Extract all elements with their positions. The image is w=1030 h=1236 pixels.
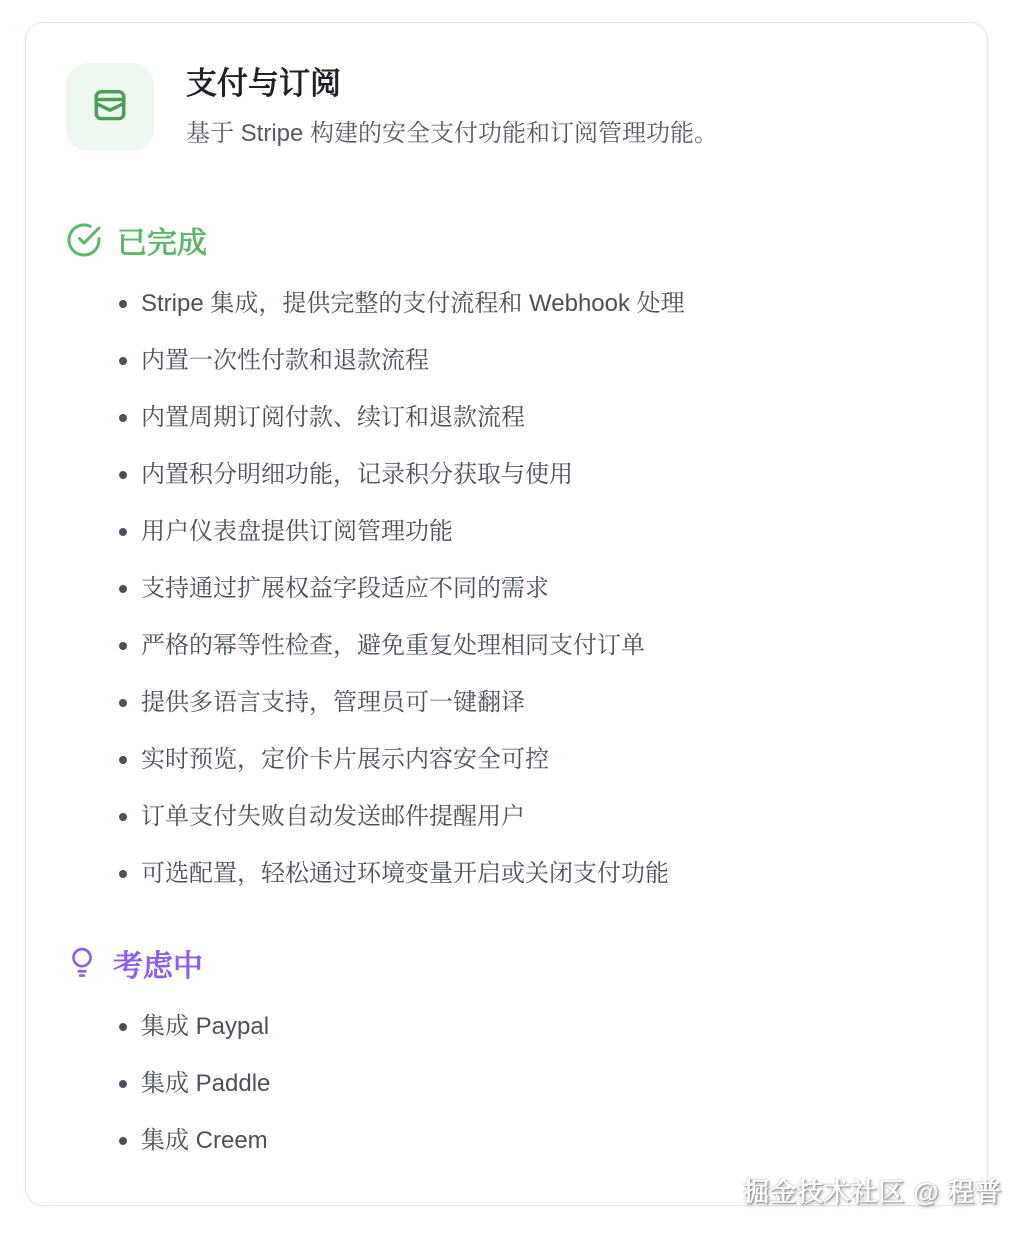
list-item-text: 集成 Paypal [141,1013,270,1040]
list-item [66,1010,947,1043]
page-subtitle: 基于 Stripe 构建的安全支付功能和订阅管理功能。 [186,120,719,148]
page-title: 支付与订阅 [186,66,341,101]
bullet-icon [119,1137,127,1145]
section-completed-header [66,221,947,259]
bullet-icon [119,414,127,422]
list-item-text: 可选配置，轻松通过环境变量开启或关闭支付功能 [141,860,669,887]
list-item [66,629,947,662]
list-item-text: 订单支付失败自动发送邮件提醒用户 [141,803,525,830]
bullet-icon [119,756,127,764]
completed-list [66,287,947,890]
list-item-text: 内置一次性付款和退款流程 [141,347,429,374]
list-item [66,344,947,377]
list-item [66,1067,947,1100]
bullet-icon [119,1080,127,1088]
considering-list [66,1010,947,1157]
list-item-text: 用户仪表盘提供订阅管理功能 [141,518,453,545]
section-completed-label: 已完成 [117,227,207,260]
bullet-icon [119,642,127,650]
list-item [66,857,947,890]
list-item [66,287,947,320]
list-item [66,800,947,833]
list-item [66,401,947,434]
list-item-text: 实时预览，定价卡片展示内容安全可控 [141,746,549,773]
list-item-text: 集成 Paddle [141,1070,271,1097]
list-item [66,515,947,548]
bullet-icon [119,699,127,707]
list-item [66,458,947,491]
feature-card [25,22,988,1206]
header-text [186,63,718,149]
card-header [66,63,947,151]
icon-box [66,63,154,151]
bullet-icon [119,471,127,479]
section-considering-label: 考虑中 [113,950,203,983]
list-item-text: 集成 Creem [141,1127,268,1154]
list-item [66,686,947,719]
list-item [66,572,947,605]
bullet-icon [119,300,127,308]
bullet-icon [119,528,127,536]
bullet-icon [119,357,127,365]
watermark: 掘金技术社区 @ 程普 [743,1177,1002,1207]
list-item-text: Stripe 集成，提供完整的支付流程和 Webhook 处理 [141,290,685,317]
section-considering [66,944,947,1157]
section-considering-header [66,944,947,982]
bullet-icon [119,870,127,878]
list-item-text: 提供多语言支持，管理员可一键翻译 [141,689,525,716]
wallet-envelope-icon [88,83,132,132]
list-item-text: 内置周期订阅付款、续订和退款流程 [141,404,525,431]
lightbulb-icon [66,945,98,981]
list-item-text: 支持通过扩展权益字段适应不同的需求 [141,575,549,602]
list-item-text: 严格的幂等性检查，避免重复处理相同支付订单 [141,632,645,659]
check-circle-icon [66,222,102,258]
list-item [66,1124,947,1157]
bullet-icon [119,1023,127,1031]
section-completed [66,221,947,890]
list-item [66,743,947,776]
bullet-icon [119,585,127,593]
list-item-text: 内置积分明细功能，记录积分获取与使用 [141,461,573,488]
bullet-icon [119,813,127,821]
